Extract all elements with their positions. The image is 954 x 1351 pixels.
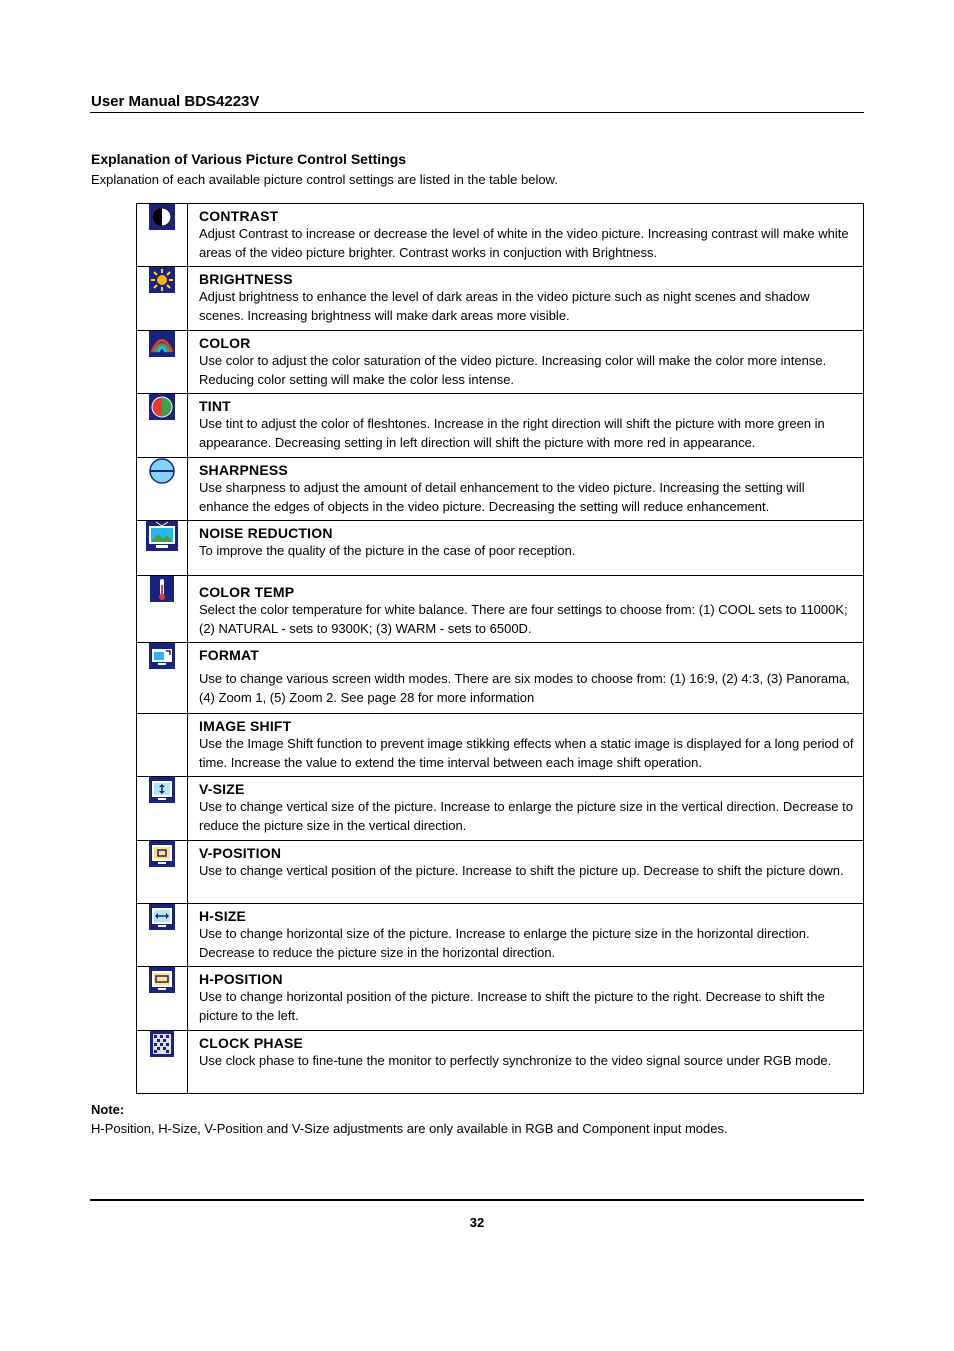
setting-description: Select the color temperature for white balance. There are four settings to choose from: (1) COOL sets to 11000K; (2) NATURAL - sets to 9300K; (3) WARM - sets to 6500D. [199, 602, 848, 636]
table-row [137, 204, 864, 267]
section-title: Explanation of Various Picture Control Settings [91, 151, 407, 167]
setting-name: COLOR [199, 335, 251, 351]
setting-name: H-SIZE [199, 908, 247, 924]
table-row [137, 1031, 864, 1094]
section-intro: Explanation of each available picture control settings are listed in the table below. [91, 172, 558, 187]
setting-description: Use to change horizontal position of the picture. Increase to shift the picture to the right. Decrease to shift the picture to the left. [199, 989, 825, 1023]
setting-description: Use sharpness to adjust the amount of detail enhancement to the video picture. Increasing the setting will enhance the edges of objects in the video picture. Decreasing the setting will reduce enhancement. [199, 480, 805, 514]
table-row [137, 521, 864, 576]
setting-description: Use color to adjust the color saturation of the video picture. Increasing color will make the color more intense. Reducing color setting will make the color less intense. [199, 353, 827, 387]
table-row [137, 267, 864, 331]
table-row [137, 331, 864, 394]
table-row [137, 904, 864, 967]
table-row [137, 777, 864, 841]
note-text: H-Position, H-Size, V-Position and V-Size adjustments are only available in RGB and Component input modes. [91, 1121, 728, 1136]
picture-settings-table [136, 203, 864, 1094]
v-size-icon [149, 777, 175, 803]
setting-name: SHARPNESS [199, 462, 288, 478]
h-position-icon [149, 967, 175, 993]
setting-name: H-POSITION [199, 971, 283, 987]
setting-description: Use to change vertical size of the picture. Increase to enlarge the picture size in the vertical direction. Decrease to reduce the picture size in the vertical direction. [199, 799, 853, 833]
color-icon [149, 331, 175, 357]
h-size-icon [149, 904, 175, 930]
format-icon [149, 643, 175, 669]
setting-name: V-POSITION [199, 845, 282, 861]
header-divider [90, 112, 864, 113]
document-header-title: User Manual BDS4223V [91, 93, 260, 110]
footer-divider [90, 1199, 864, 1201]
setting-description: Use to change various screen width modes. There are six modes to choose from: (1) 16:9, (2) 4:3, (3) Panorama, (4) Zoom 1, (5) Zoom 2. See page 28 for more information [199, 671, 850, 705]
setting-name: TINT [199, 398, 231, 414]
setting-description: Use tint to adjust the color of fleshtones. Increase in the right direction will shift the picture with more green in appearance. Decreasing setting in left direction will shift the picture with more red in appearance. [199, 416, 825, 450]
setting-description: Use clock phase to fine-tune the monitor to perfectly synchronize to the video signal source under RGB mode. [199, 1053, 832, 1068]
table-row [137, 714, 864, 777]
setting-description: Use the Image Shift function to prevent image stikking effects when a static image is displayed for a long period of time. Increase the value to extend the time interval between each image shift operation. [199, 736, 854, 770]
setting-description: Use to change vertical position of the picture. Increase to shift the picture up. Decrease to shift the picture down. [199, 863, 844, 878]
page-number: 32 [469, 1215, 485, 1230]
sharpness-icon [149, 458, 175, 484]
setting-name: CONTRAST [199, 208, 279, 224]
setting-name: FORMAT [199, 647, 260, 663]
setting-name: IMAGE SHIFT [199, 718, 292, 734]
setting-name: CLOCK PHASE [199, 1035, 304, 1051]
table-row [137, 841, 864, 904]
noise-reduction-icon [146, 521, 178, 551]
thermometer-icon [150, 576, 174, 602]
table-row [137, 458, 864, 521]
note-title: Note: [91, 1102, 125, 1117]
table-row [137, 643, 864, 714]
table-row [137, 576, 864, 643]
setting-description: Use to change horizontal size of the picture. Increase to enlarge the picture size in the horizontal direction. Decrease to reduce the picture size in the horizontal direction. [199, 926, 810, 960]
setting-description: Adjust brightness to enhance the level of dark areas in the video picture such as night scenes and shadow scenes. Increasing brightness will make dark areas more visible. [199, 289, 810, 323]
setting-name: BRIGHTNESS [199, 271, 293, 287]
setting-name: V-SIZE [199, 781, 245, 797]
setting-description: Adjust Contrast to increase or decrease the level of white in the video picture. Increasing contrast will make white areas of the video picture brighter. Contrast works in conjuction with Brightness. [199, 226, 849, 260]
setting-name: NOISE REDUCTION [199, 525, 333, 541]
tint-icon [149, 394, 175, 420]
setting-description: To improve the quality of the picture in the case of poor reception. [199, 543, 576, 558]
table-row [137, 394, 864, 458]
brightness-icon [149, 267, 175, 293]
setting-name: COLOR TEMP [199, 584, 295, 600]
table-row [137, 967, 864, 1031]
clock-phase-icon [150, 1031, 174, 1057]
v-position-icon [149, 841, 175, 867]
contrast-icon [149, 204, 175, 230]
